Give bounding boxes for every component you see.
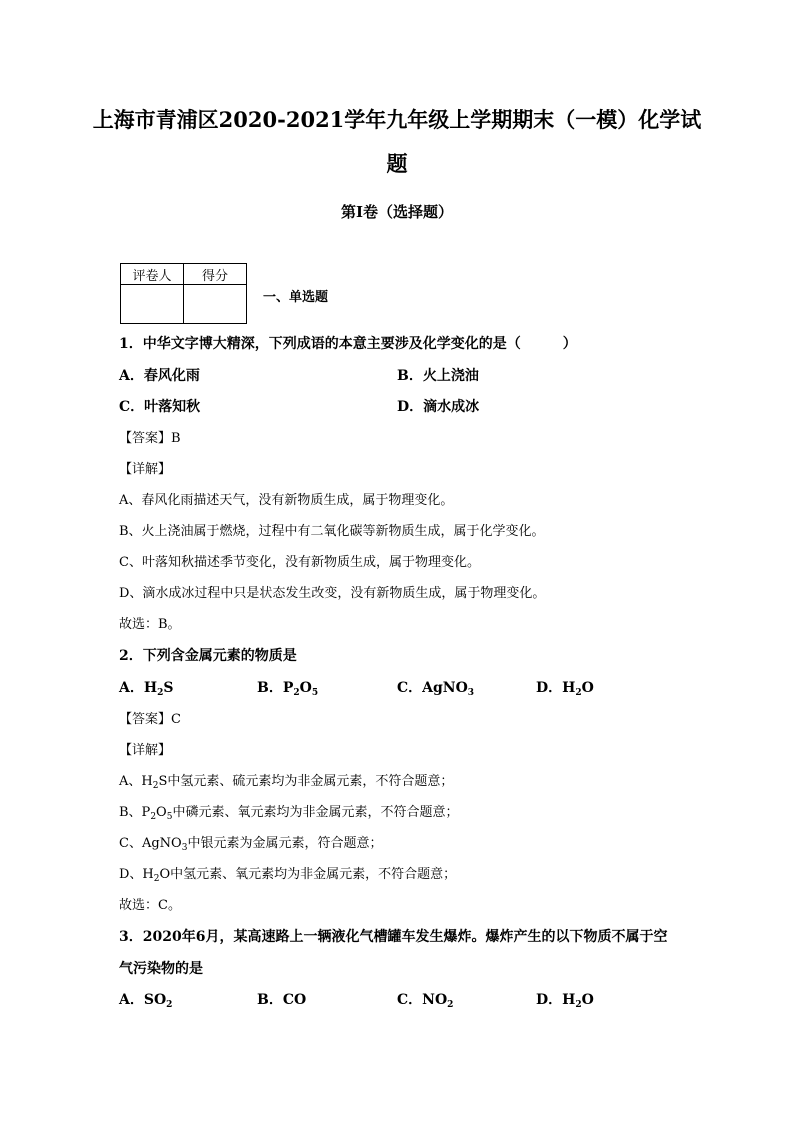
score-box-score-cell	[184, 285, 247, 324]
q1-option-a: A．春风化雨	[119, 368, 200, 384]
q2-detail-a: A、$H_2S$中氢元素、硫元素均为非金属元素，不符合题意；	[119, 774, 454, 791]
q1-stem: 1．中华文字博大精深，下列成语的本意主要涉及化学变化的是（ ）	[119, 336, 577, 352]
score-box-reviewer-label: 评卷人	[121, 264, 184, 285]
q2-detail-label: 【详解】	[119, 743, 172, 758]
document-title-line-1: 上海市青浦区2020-2021学年九年级上学期期末（一模）化学试	[92, 107, 702, 132]
score-box	[120, 263, 247, 324]
q3-stem-line-1: 3．2020年6月，某高速路上一辆液化气槽罐车发生爆炸。爆炸产生的以下物质不属于空	[119, 929, 668, 945]
q2-detail-b: B、$P_2O_5$中磷元素、氧元素均为非金属元素，不符合题意；	[119, 805, 459, 822]
q2-conclusion: 故选：C。	[119, 898, 181, 913]
q1-answer: 【答案】B	[119, 431, 181, 446]
q3-stem-line-2: 气污染物的是	[119, 961, 203, 977]
document-title-line-2: 题	[386, 151, 408, 176]
q3-option-b: B．CO	[257, 992, 307, 1008]
q2-detail-c: C、AgNO$_3$中银元素为金属元素，符合题意；	[119, 836, 383, 853]
q1-detail-d: D、滴水成冰过程中只是状态发生改变，没有新物质生成，属于物理变化。	[119, 586, 546, 601]
score-box-reviewer-cell	[121, 285, 184, 324]
q3-option-d: D．$H_2O$	[536, 992, 594, 1010]
q1-conclusion: 故选：B。	[119, 617, 181, 632]
q2-option-d: D．$H_2O$	[536, 680, 594, 698]
q2-detail-d: D、$H_2O$中氢元素、氧元素均为非金属元素，不符合题意；	[119, 867, 457, 884]
q2-option-b: B．$P_2O_5$	[257, 680, 319, 698]
volume-heading: 第I卷（选择题）	[340, 203, 454, 221]
q1-option-d: D．滴水成冰	[397, 399, 480, 415]
q1-detail-b: B、火上浇油属于燃烧，过程中有二氧化碳等新物质生成，属于化学变化。	[119, 524, 545, 539]
q1-option-b: B．火上浇油	[397, 368, 479, 384]
q1-detail-a: A、春风化雨描述天气，没有新物质生成，属于物理变化。	[119, 493, 454, 508]
q2-option-c: C．AgNO$_3$	[397, 680, 475, 698]
score-box-score-label: 得分	[184, 264, 247, 285]
q3-option-a: A．$SO_2$	[119, 992, 173, 1010]
q2-answer: 【答案】C	[119, 712, 181, 727]
q3-option-c: C．$NO_2$	[397, 992, 454, 1010]
q1-detail-c: C、叶落知秋描述季节变化，没有新物质生成，属于物理变化。	[119, 555, 480, 570]
q1-detail-label: 【详解】	[119, 462, 172, 477]
section-heading: 一、单选题	[263, 290, 329, 305]
q1-option-c: C．叶落知秋	[119, 399, 201, 415]
q2-stem: 2．下列含金属元素的物质是	[119, 648, 297, 664]
q2-option-a: A．$H_2S$	[119, 680, 174, 698]
